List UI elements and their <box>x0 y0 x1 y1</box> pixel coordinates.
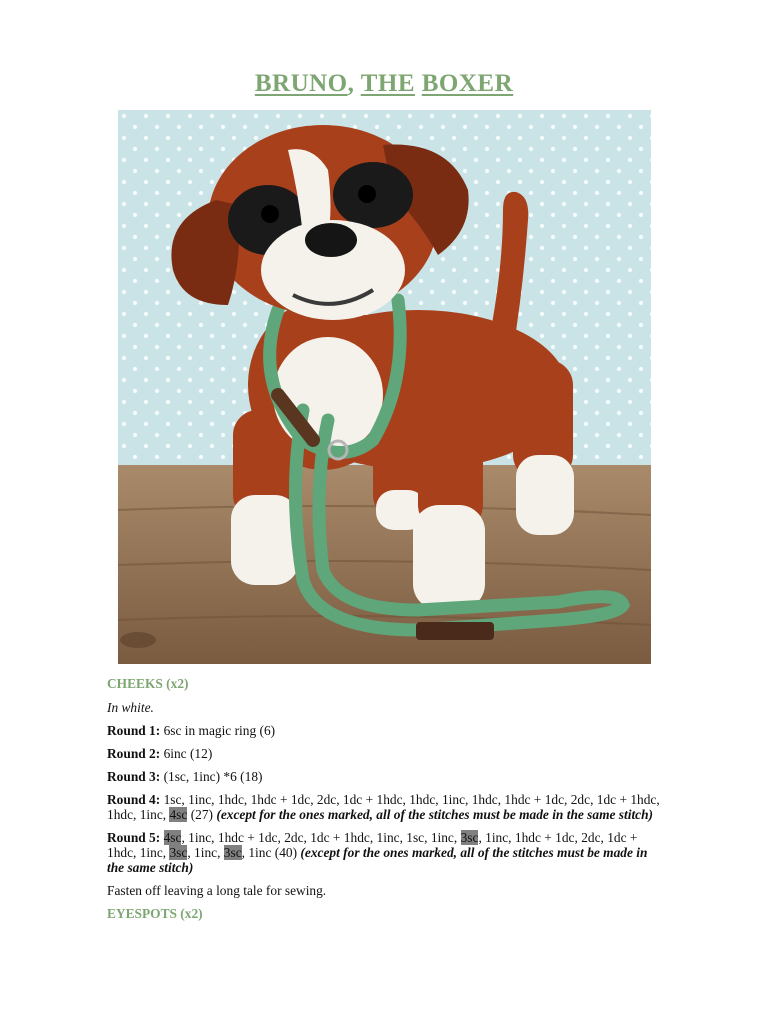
round-5-note: (except for the ones marked, all of the stitches must be made in the same stitch) <box>107 845 648 875</box>
pattern-content <box>107 676 667 930</box>
round-4-text-a: 1sc, 1inc, 1hdc, 1hdc + 1dc, 2dc, 1dc + 1hdc, 1hdc, 1inc, 1hdc, 1hdc + 1dc, 2dc, 1dc + 1hdc, 1hdc, 1inc, <box>107 792 660 822</box>
finish-instruction: Fasten off leaving a long tale for sewing. <box>107 883 327 898</box>
title-comma: , <box>347 70 355 97</box>
round-5 <box>107 830 667 875</box>
round-1-text: 6sc in magic ring (6) <box>160 723 276 738</box>
round-4 <box>107 792 667 822</box>
round-5-text-b: , 1inc, 1hdc + 1dc, 2dc, 1dc + 1hdc, 1inc, <box>107 830 638 860</box>
round-5-highlight-4: 3sc <box>223 845 242 860</box>
cheeks-heading: CHEEKS (x2) <box>107 676 189 691</box>
title-word-1: BRUNO <box>254 70 348 97</box>
round-4-note: (except for the ones marked, all of the stitches must be made in the same stitch) <box>216 807 654 822</box>
title-word-2: THE <box>360 70 415 97</box>
round-3-label: Round 3: <box>107 769 161 784</box>
round-4-label: Round 4: <box>107 792 161 807</box>
round-5-text-d: , 1inc (40) <box>241 845 301 860</box>
page-title <box>0 70 768 98</box>
round-5-label: Round 5: <box>107 830 161 845</box>
boxer-dog-photo <box>118 110 651 664</box>
eyespots-heading: EYESPOTS (x2) <box>107 906 203 921</box>
round-1 <box>107 723 667 738</box>
round-2-text: 6inc (12) <box>160 746 213 761</box>
round-2-label: Round 2: <box>107 746 161 761</box>
round-4-highlight: 4sc <box>169 807 188 822</box>
round-2 <box>107 746 667 761</box>
round-5-text-a: , 1inc, 1hdc + 1dc, 2dc, 1dc + 1hdc, 1inc, 1sc, 1inc, <box>181 830 461 845</box>
round-3 <box>107 769 667 784</box>
title-word-3: BOXER <box>421 70 514 97</box>
round-3-text: (1sc, 1inc) *6 (18) <box>160 769 263 784</box>
round-1-label: Round 1: <box>107 723 161 738</box>
round-5-highlight-1: 4sc <box>163 830 182 845</box>
round-4-text-b: (27) <box>187 807 217 822</box>
round-5-text-c: , 1inc, <box>187 845 224 860</box>
color-note: In white. <box>107 700 154 715</box>
round-5-highlight-2: 3sc <box>460 830 479 845</box>
round-5-highlight-3: 3sc <box>169 845 188 860</box>
